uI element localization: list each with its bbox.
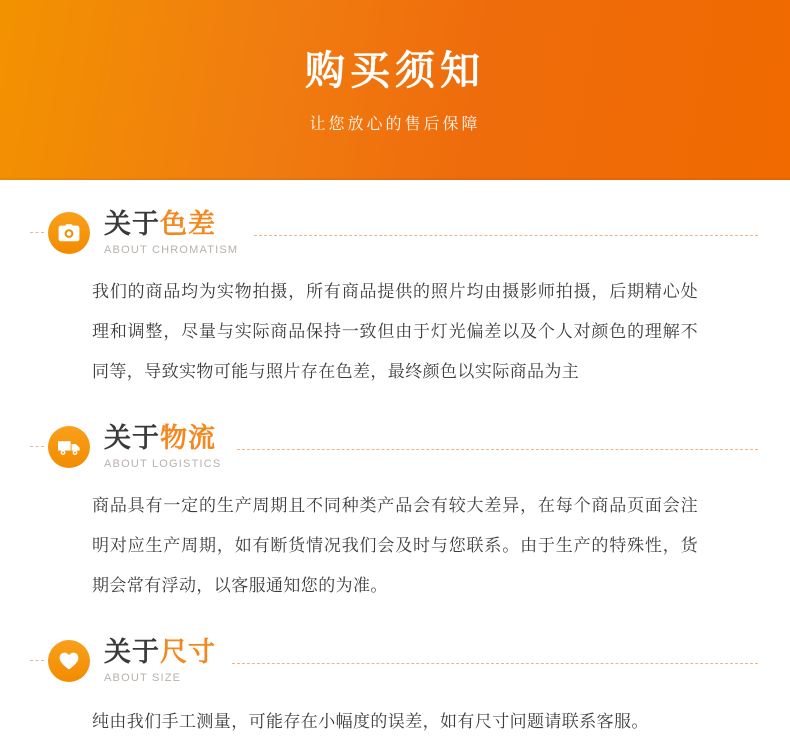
divider-left-stub xyxy=(30,446,44,447)
section-title-group xyxy=(104,637,216,685)
section-title-prefix: 关于 xyxy=(104,209,160,239)
banner-text-group xyxy=(0,46,790,136)
divider-left-stub xyxy=(30,660,44,661)
section-header xyxy=(30,422,760,472)
section-title-accent: 物流 xyxy=(160,423,216,453)
section-title xyxy=(104,423,221,453)
page-title: 购买须知 xyxy=(305,49,485,93)
section-body: 纯由我们手工测量，可能存在小幅度的误差，如有尺寸问题请联系客服。 xyxy=(92,712,649,731)
truck-icon xyxy=(48,426,90,468)
section-title-accent: 尺寸 xyxy=(160,637,216,667)
divider-right xyxy=(254,235,758,236)
heart-icon xyxy=(48,640,90,682)
section-title xyxy=(104,209,238,239)
section-logistics xyxy=(30,422,760,606)
camera-icon xyxy=(48,212,90,254)
sections-container xyxy=(0,208,790,742)
section-header xyxy=(30,636,760,686)
section-body: 商品具有一定的生产周期且不同种类产品会有较大差异，在每个商品页面会注明对应生产周期，如有断货情况我们会及时与您联系。由于生产的特殊性，货期会常有浮动，以客服通知您的为准。 xyxy=(92,496,698,595)
section-title-en: ABOUT LOGISTICS xyxy=(104,458,222,470)
divider-right xyxy=(237,449,758,450)
page-banner xyxy=(0,0,790,180)
section-title-prefix: 关于 xyxy=(104,423,160,453)
page-subtitle: 让您放心的售后保障 xyxy=(309,116,481,133)
section-size xyxy=(30,636,760,742)
divider-right xyxy=(232,663,758,664)
section-title-group xyxy=(104,209,238,257)
section-title-en: ABOUT SIZE xyxy=(104,672,182,684)
section-title-accent: 色差 xyxy=(160,209,216,239)
section-chromatism xyxy=(30,208,760,392)
section-body: 我们的商品均为实物拍摄，所有商品提供的照片均由摄影师拍摄，后期精心处理和调整，尽量与实际商品保持一致但由于灯光偏差以及个人对颜色的理解不同等，导致实物可能与照片存在色差，最终颜色以实际商品为主 xyxy=(92,282,698,381)
section-title xyxy=(104,637,216,667)
section-title-group xyxy=(104,423,221,471)
section-title-prefix: 关于 xyxy=(104,637,160,667)
section-title-en: ABOUT CHROMATISM xyxy=(104,244,239,256)
divider-left-stub xyxy=(30,232,44,233)
section-header xyxy=(30,208,760,258)
